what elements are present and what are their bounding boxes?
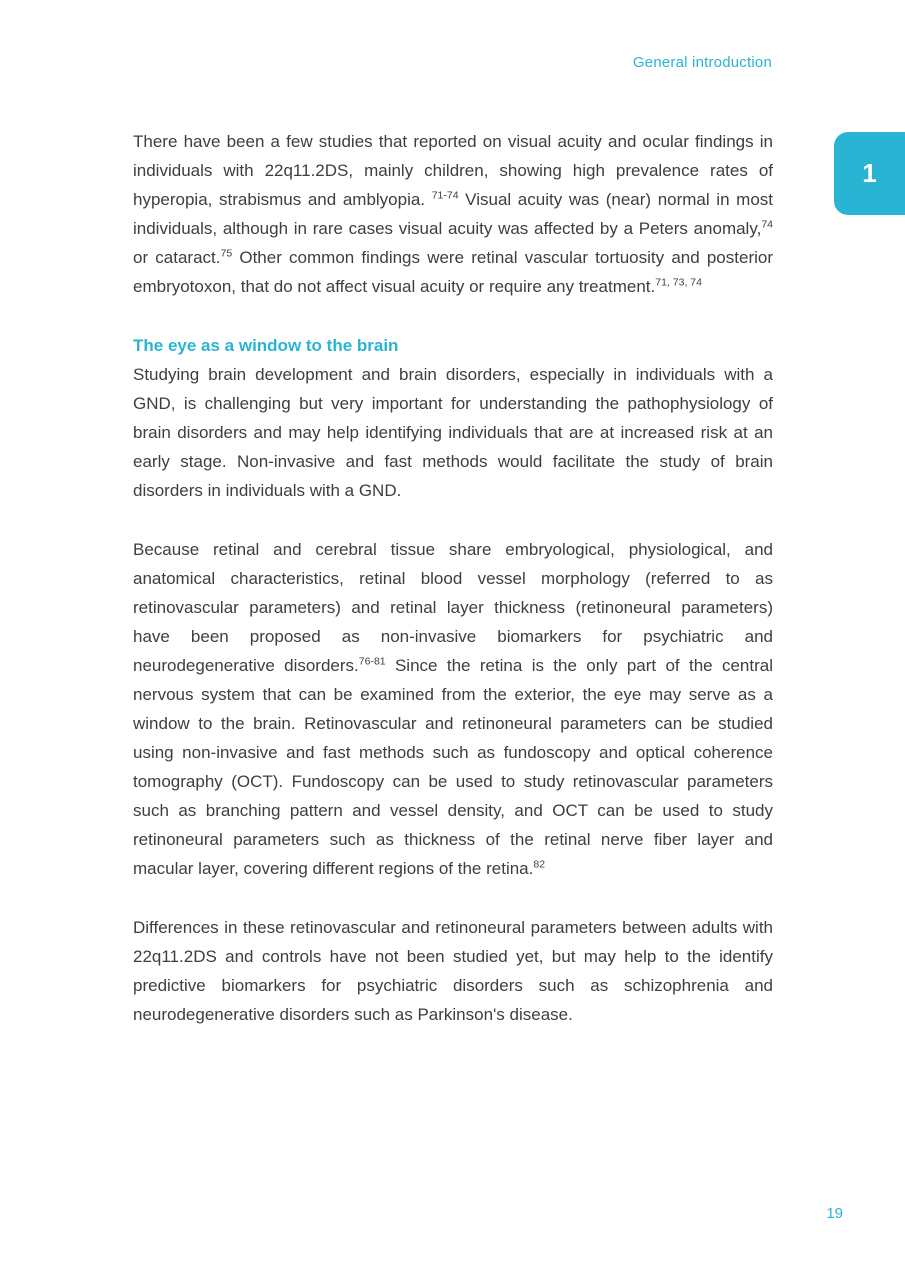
paragraph-retinal-parameters [133, 535, 773, 883]
running-header: General introduction [632, 54, 772, 71]
text-run: Differences in these retinovascular and retinoneural parameters between adults with 22q11.2DS and controls have not been studied yet, but may help to the identify predictive biomarkers for psychiatric disorders such as schizophrenia and neurodegenerative disorders such as Parkinson's disease. [133, 918, 773, 1024]
section-heading: The eye as a window to the brain [133, 336, 399, 355]
page-number: 19 [826, 1205, 843, 1222]
paragraph-visual-acuity [133, 127, 773, 301]
text-run: Visual acuity was (near) normal in most individuals, although in rare cases visual acuity was affected by a Peters anomaly, [133, 190, 773, 238]
page-body [133, 127, 773, 1059]
text-run: There have been a few studies that reported on visual acuity and ocular findings in individuals with 22q11.2DS, mainly children, showing high prevalence rates of hyperopia, strabismus and amblyopia. [133, 132, 773, 209]
text-run: or cataract. [133, 248, 221, 267]
reference-marker: 82 [533, 858, 546, 871]
text-run: Since the retina is the only part of the central nervous system that can be examined from the exterior, the eye may serve as a window to the brain. Retinovascular and retinoneural parameters can be studied using non-invasive and fast methods such as fundoscopy and optical coherence tomography (OCT). Fundoscopy can be used to study retinovascular parameters such as branching pattern and vessel density, and OCT can be used to study retinoneural parameters such as thickness of the retinal nerve fiber layer and macular layer, covering different regions of the retina. [133, 656, 773, 878]
text-run: Other common findings were retinal vascular tortuosity and posterior embryotoxon, that do not affect visual acuity or require any treatment. [133, 248, 773, 296]
reference-marker: 71-74 [431, 189, 459, 202]
text-run: Studying brain development and brain disorders, especially in individuals with a GND, is challenging but very important for understanding the pathophysiology of brain disorders and may help identifying individuals that are at increased risk at an early stage. Non-invasive and fast methods would facilitate the study of brain disorders in individuals with a GND. [133, 365, 773, 500]
reference-marker: 71, 73, 74 [655, 276, 702, 289]
text-run: Because retinal and cerebral tissue share embryological, physiological, and anatomical characteristics, retinal blood vessel morphology (referred to as retinovascular parameters) and retinal layer thickness (retinoneural parameters) have been proposed as non-invasive biomarkers for psychiatric and neurodegenerative disorders. [133, 540, 773, 675]
chapter-tab [834, 132, 905, 215]
paragraph-brain-study [133, 360, 773, 505]
reference-marker: 76-81 [358, 655, 386, 668]
reference-marker: 74 [761, 218, 773, 231]
reference-marker: 75 [220, 247, 233, 260]
paragraph-differences [133, 913, 773, 1029]
chapter-number: 1 [862, 158, 877, 188]
